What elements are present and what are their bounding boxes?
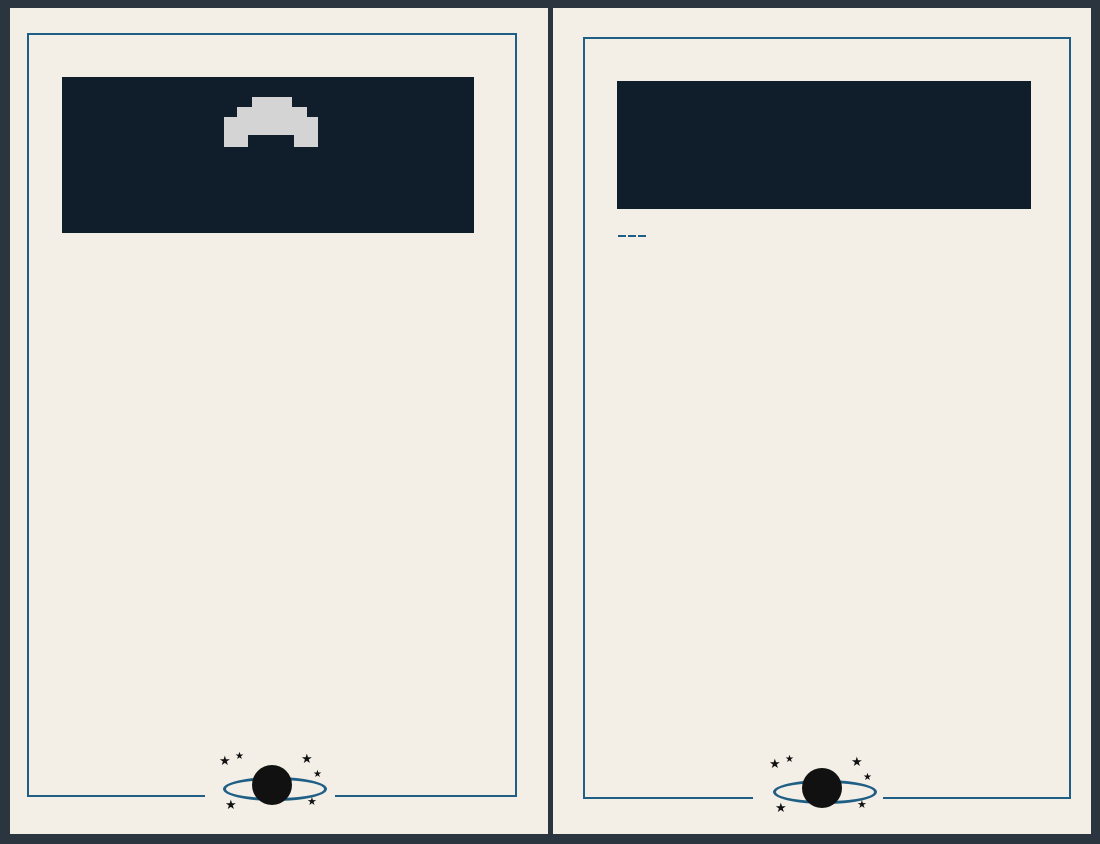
star-icon: ★ xyxy=(313,769,322,780)
page-number xyxy=(252,765,292,805)
page-number xyxy=(802,768,842,808)
enter-key-label xyxy=(638,235,646,237)
page-content xyxy=(62,63,482,233)
star-icon: ★ xyxy=(301,751,313,766)
star-icon: ★ xyxy=(863,772,872,783)
page-number-badge xyxy=(217,750,327,820)
star-icon: ★ xyxy=(775,800,787,815)
star-icon: ★ xyxy=(857,799,867,811)
star-icon: ★ xyxy=(219,753,231,768)
star-icon: ★ xyxy=(225,797,237,812)
practice-key-label xyxy=(628,235,636,237)
game-screenshot-targets xyxy=(617,81,1031,209)
paragraph xyxy=(617,221,1037,243)
star-icon: ★ xyxy=(307,796,317,808)
enter-key-label xyxy=(618,235,626,237)
flying-saucer-sprite xyxy=(224,97,318,149)
page-content xyxy=(617,67,1037,254)
manual-page-left xyxy=(10,8,548,834)
page-number-badge xyxy=(767,753,877,823)
star-icon: ★ xyxy=(769,756,781,771)
star-icon: ★ xyxy=(785,754,794,765)
star-icon: ★ xyxy=(235,751,244,762)
game-screen-graphic xyxy=(62,77,474,233)
game-screen-graphic xyxy=(617,81,1031,209)
star-icon: ★ xyxy=(851,754,863,769)
manual-page-right xyxy=(553,8,1091,834)
game-screenshot-score xyxy=(62,77,474,233)
